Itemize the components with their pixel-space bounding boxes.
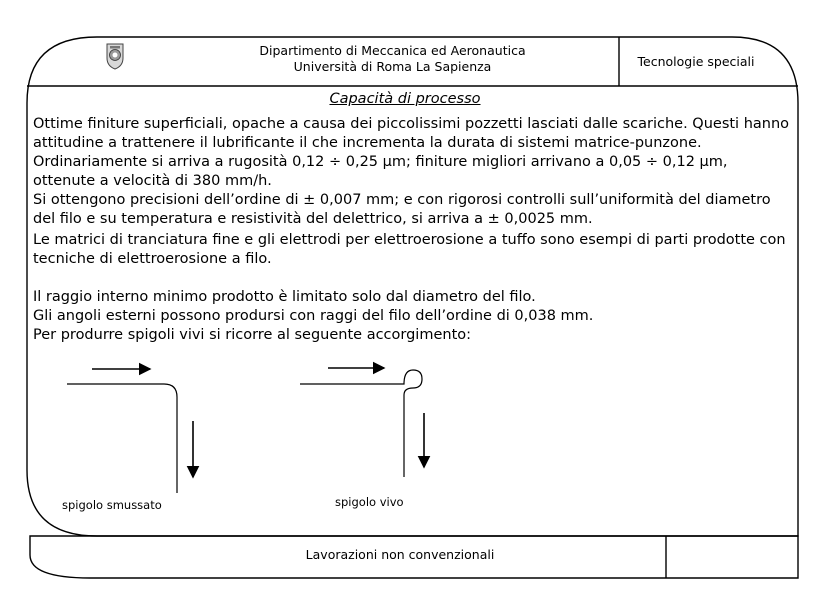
paragraph-external-angles: Gli angoli esterni possono prodursi con raggi del filo dell’ordine di 0,038 mm.	[33, 308, 594, 324]
rounded-corner-figure	[67, 369, 193, 493]
caption-rounded-edge: spigolo smussato	[62, 498, 162, 512]
department-name: Dipartimento di Meccanica ed Aeronautica	[259, 43, 526, 58]
sharp-corner-figure	[300, 368, 424, 477]
rounded-corner-path	[67, 384, 177, 493]
caption-sharp-edge: spigolo vivo	[335, 495, 404, 509]
paragraph-surface-finish: Ottime finiture superficiali, opache a causa dei piccolissimi pozzetti lasciati dalle scariche. Questi hanno attitudine a trattenere il lubrificante il che incrementa la durata di sistemi matrice-punzone.	[33, 116, 790, 151]
section-title: Capacità di processo	[329, 91, 481, 107]
paragraph-roughness: Ordinariamente si arriva a rugosità 0,12 ÷ 0,25 µm; finiture migliori arrivano a 0,05 ÷ 0,12 µm, ottenute a velocità di 380 mm/h.	[33, 154, 728, 189]
paragraph-internal-radius: Il raggio interno minimo prodotto è limitato solo dal diametro del filo.	[33, 289, 536, 305]
footer-title: Lavorazioni non convenzionali	[305, 547, 495, 562]
university-name: Università di Roma La Sapienza	[293, 59, 492, 74]
sharp-corner-loop-path	[300, 370, 422, 477]
paragraph-applications: Le matrici di tranciatura fine e gli elettrodi per elettroerosione a tuffo sono esempi di parti prodotte con tecniche di elettroerosione a filo.	[33, 232, 786, 267]
course-title: Tecnologie speciali	[637, 54, 755, 69]
paragraph-sharp-edges: Per produrre spigoli vivi si ricorre al seguente accorgimento:	[33, 327, 472, 343]
paragraph-precision: Si ottengono precisioni dell’ordine di ± 0,007 mm; e con rigorosi controlli sull’uniformità del diametro del filo e su temperatura e resistività del delettrico, si arriva a ± 0,0025 mm.	[33, 192, 771, 227]
